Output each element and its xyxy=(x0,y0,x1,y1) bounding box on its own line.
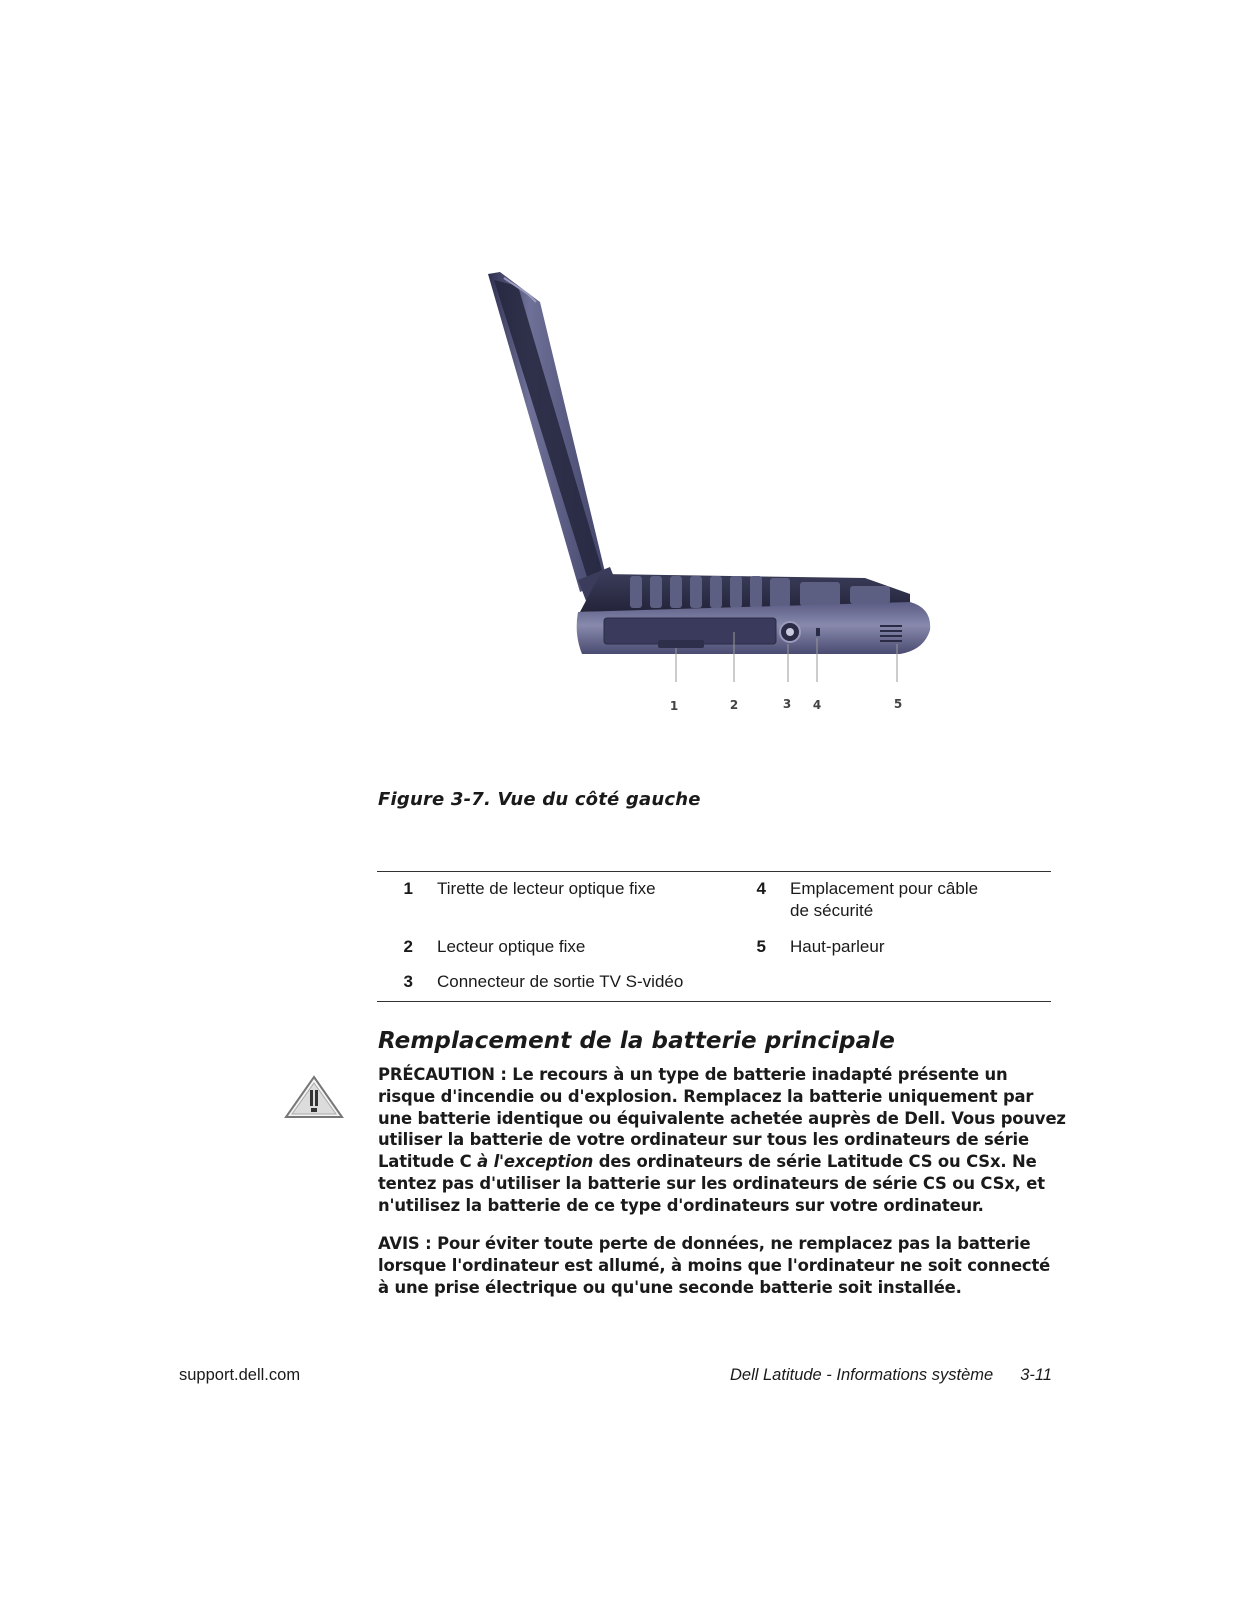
legend-text: Haut-parleur xyxy=(790,937,885,956)
legend-text: Tirette de lecteur optique fixe xyxy=(437,879,656,898)
footer-title xyxy=(730,1366,1052,1385)
legend-text: Lecteur optique fixe xyxy=(437,937,586,956)
figure-caption: Figure 3-7. Vue du côté gauche xyxy=(378,789,701,810)
callout-4: 4 xyxy=(812,698,822,712)
caution-line-part: Latitude C xyxy=(378,1152,478,1172)
notice-line: lorsque l'ordinateur est allumé, à moins que l'ordinateur ne soit connecté xyxy=(378,1255,1051,1275)
legend-number: 4 xyxy=(756,879,766,898)
legend-number: 1 xyxy=(403,879,413,898)
legend-number: 3 xyxy=(403,972,413,991)
legend-table xyxy=(377,871,1051,1002)
section-title: Remplacement de la batterie principale xyxy=(378,1028,895,1054)
caution-line: n'utilisez la batterie de ce type d'ordinateurs sur votre ordinateur. xyxy=(378,1195,984,1215)
laptop-left-side-image xyxy=(470,262,950,722)
footer-site: support.dell.com xyxy=(179,1366,301,1384)
caution-line: une batterie identique ou équivalente achetée auprès de Dell. Vous pouvez xyxy=(378,1108,1066,1128)
notice-paragraph xyxy=(378,1233,1058,1298)
caution-paragraph xyxy=(378,1064,1066,1217)
caution-line: utiliser la batterie de votre ordinateur sur tous les ordinateurs de série xyxy=(378,1130,1029,1150)
page-number: 3-11 xyxy=(1020,1366,1052,1384)
caution-emphasis: à l'exception xyxy=(477,1152,594,1172)
legend-text: Emplacement pour câble xyxy=(790,879,979,898)
callout-1: 1 xyxy=(669,699,679,713)
notice-line: AVIS : Pour éviter toute perte de données, ne remplacez pas la batterie xyxy=(378,1234,1031,1253)
legend-text-continued: de sécurité xyxy=(790,901,874,920)
callout-5: 5 xyxy=(893,697,903,711)
callout-2: 2 xyxy=(729,698,739,712)
footer-doc-title: Dell Latitude - Informations système xyxy=(730,1366,994,1384)
legend-text: Connecteur de sortie TV S-vidéo xyxy=(437,972,684,991)
legend-number: 5 xyxy=(756,937,766,956)
caution-line: risque d'incendie ou d'explosion. Remplacez la batterie uniquement par xyxy=(378,1086,1034,1106)
caution-line xyxy=(378,1151,1058,1173)
caution-line-part: des ordinateurs de série Latitude CS ou CSx. Ne xyxy=(593,1152,1037,1172)
callout-3: 3 xyxy=(782,697,792,711)
notice-line: à une prise électrique ou qu'une seconde batterie soit installée. xyxy=(378,1277,962,1297)
caution-line: tentez pas d'utiliser la batterie sur les ordinateurs de série CS ou CSx, et xyxy=(378,1173,1045,1193)
legend-number: 2 xyxy=(403,937,413,956)
warning-triangle-icon xyxy=(284,1075,344,1119)
caution-line: PRÉCAUTION : Le recours à un type de batterie inadapté présente un xyxy=(378,1065,1008,1084)
